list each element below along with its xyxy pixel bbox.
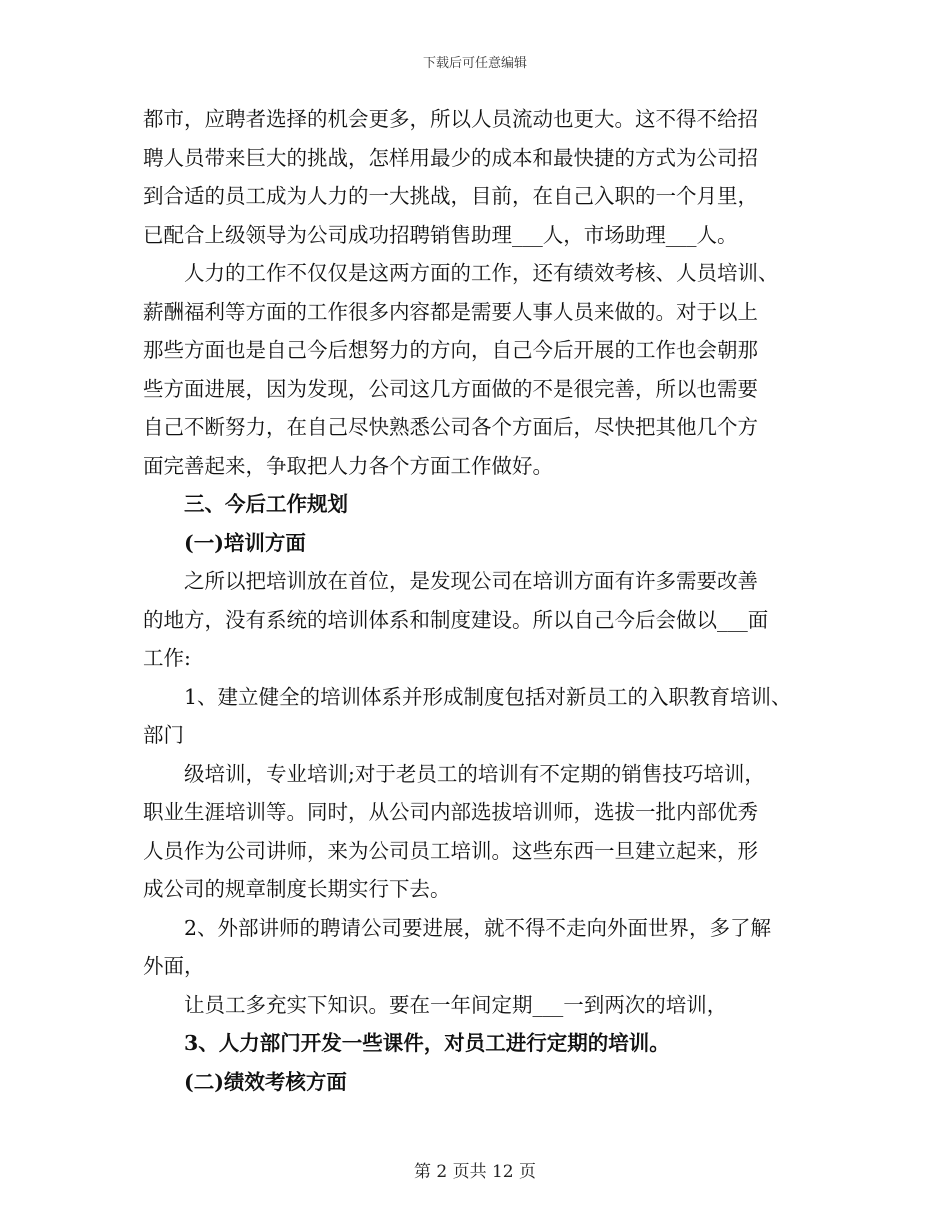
text-line: 那些方面也是自己今后想努力的方向，自己今后开展的工作也会朝那 xyxy=(143,338,758,362)
text-line: 成公司的规章制度长期实行下去。 xyxy=(143,877,451,901)
page-header: 下载后可任意编辑 xyxy=(422,56,527,71)
text-line: 到合适的员工成为人力的一大挑战，目前，在自己入职的一个月里， xyxy=(143,184,758,208)
text-line: 薪酬福利等方面的工作很多内容都是需要人事人员来做的。对于以上 xyxy=(143,299,758,324)
text-line: 1、建立健全的培训体系并形成制度包括对新员工的入职教育培训、 xyxy=(184,684,792,709)
text-line: 职业生涯培训等。同时，从公司内部选拔培训师，选拔一批内部优秀 xyxy=(143,800,758,824)
text-line: 让员工多充实下知识。要在一年间定期___一到两次的培训， xyxy=(184,992,728,1017)
text-line: 部门 xyxy=(143,723,184,747)
text-line: 自己不断努力，在自己尽快熟悉公司各个方面后，尽快把其他几个方 xyxy=(143,415,758,439)
section-heading: (二)绩效考核方面 xyxy=(184,1069,347,1094)
section-heading: (一)培训方面 xyxy=(184,530,306,555)
text-line: 级培训，专业培训;对于老员工的培训有不定期的销售技巧培训， xyxy=(184,761,765,786)
text-line: 的地方，没有系统的培训体系和制度建设。所以自己今后会做以___面 xyxy=(143,607,769,632)
document-body xyxy=(143,100,843,1101)
text-line: 都市，应聘者选择的机会更多，所以人员流动也更大。这不得不给招 xyxy=(143,107,758,131)
text-line: 些方面进展，因为发现，公司这几方面做的不是很完善，所以也需要 xyxy=(143,376,758,401)
text-line: 之所以把培训放在首位，是发现公司在培训方面有许多需要改善 xyxy=(184,569,758,593)
text-line: 工作: xyxy=(143,646,191,670)
section-heading: 三、今后工作规划 xyxy=(184,492,348,516)
page-number: 第 2 页共 12 页 xyxy=(413,1162,537,1182)
text-line: 外面， xyxy=(143,954,205,978)
text-line: 聘人员带来巨大的挑战，怎样用最少的成本和最快捷的方式为公司招 xyxy=(143,145,758,170)
text-line: 人力的工作不仅仅是这两方面的工作，还有绩效考核、人员培训、 xyxy=(184,261,779,285)
section-heading: 3、人力部门开发一些课件，对员工进行定期的培训。 xyxy=(184,1031,670,1055)
text-line: 面完善起来，争取把人力各个方面工作做好。 xyxy=(143,453,553,478)
text-line: 人员作为公司讲师，来为公司员工培训。这些东西一旦建立起来，形 xyxy=(143,838,758,863)
text-line: 已配合上级领导为公司成功招聘销售助理___人，市场助理___人。 xyxy=(143,222,738,247)
text-line: 2、外部讲师的聘请公司要进展，就不得不走向外面世界，多了解 xyxy=(184,915,772,940)
